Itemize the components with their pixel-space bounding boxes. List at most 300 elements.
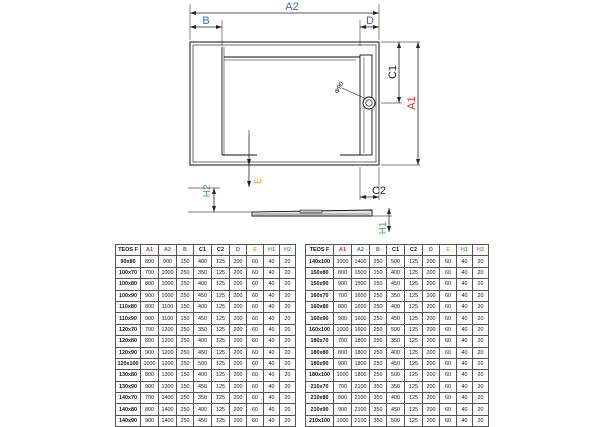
table-cell: 40	[264, 370, 280, 381]
table-cell: 350	[194, 267, 212, 278]
table-header-teos-f: TEOS F	[116, 245, 141, 256]
table-cell: 20	[280, 370, 296, 381]
table-row	[306, 290, 489, 301]
table-cell: 150	[177, 301, 194, 312]
table-cell: 60	[247, 393, 264, 404]
table-cell: 40	[264, 381, 280, 392]
table-cell: 125	[405, 370, 423, 381]
table-cell: 1600	[352, 301, 370, 312]
table-cell: 150	[177, 313, 194, 324]
table-cell: 450	[194, 347, 212, 358]
table-cell: 1400	[159, 404, 177, 415]
model-size-cell: 210x100	[306, 415, 334, 426]
table-cell: 500	[387, 324, 405, 335]
table-cell: 400	[387, 301, 405, 312]
table-cell: 40	[264, 267, 280, 278]
table-cell: 350	[387, 290, 405, 301]
table-cell: 1800	[352, 370, 370, 381]
table-cell: 125	[405, 290, 423, 301]
table-cell: 40	[264, 301, 280, 312]
table-cell: 60	[440, 279, 457, 290]
table-row	[116, 370, 296, 381]
table-cell: 60	[440, 301, 457, 312]
table-cell: 125	[212, 256, 230, 267]
table-cell: 1200	[159, 324, 177, 335]
table-cell: 900	[141, 313, 159, 324]
table-header-a1: A1	[141, 245, 159, 256]
table-cell: 125	[212, 358, 230, 369]
table-cell: 250	[177, 267, 194, 278]
table-cell: 250	[177, 404, 194, 415]
table-cell: 125	[212, 404, 230, 415]
table-cell: 350	[194, 393, 212, 404]
table-cell: 40	[264, 404, 280, 415]
table-cell: 20	[280, 381, 296, 392]
table-cell: 125	[212, 336, 230, 347]
table-cell: 450	[194, 415, 212, 426]
label-c1: C1	[387, 64, 399, 80]
table-cell: 200	[230, 279, 247, 290]
model-size-cell: 210x70	[306, 381, 334, 392]
table-cell: 900	[141, 290, 159, 301]
table-header-b: B	[370, 245, 387, 256]
table-cell: 800	[141, 256, 159, 267]
table-cell: 200	[423, 256, 440, 267]
table-cell: 1300	[159, 370, 177, 381]
table-cell: 200	[423, 415, 440, 426]
table-header-c2: C2	[405, 245, 423, 256]
table-cell: 250	[370, 313, 387, 324]
table-cell: 200	[230, 393, 247, 404]
table-cell: 200	[230, 301, 247, 312]
table-cell: 700	[141, 393, 159, 404]
table-cell: 800	[141, 301, 159, 312]
model-size-cell: 100x90	[116, 290, 141, 301]
table-body	[306, 256, 489, 427]
table-cell: 40	[457, 347, 473, 358]
table-row	[116, 301, 296, 312]
model-size-cell: 160x100	[306, 324, 334, 335]
table-cell: 40	[457, 415, 473, 426]
table-row	[306, 393, 489, 404]
table-row	[116, 404, 296, 415]
table-cell: 125	[405, 267, 423, 278]
label-e: E	[253, 177, 263, 185]
table-cell: 800	[334, 393, 352, 404]
table-cell: 20	[473, 393, 489, 404]
table-cell: 450	[194, 313, 212, 324]
table-header-a2: A2	[352, 245, 370, 256]
table-cell: 20	[473, 279, 489, 290]
model-size-cell: 130x80	[116, 370, 141, 381]
table-cell: 125	[212, 415, 230, 426]
table-cell: 40	[457, 404, 473, 415]
table-header-h2: H2	[473, 245, 489, 256]
model-size-cell: 160x80	[306, 301, 334, 312]
table-cell: 1000	[334, 415, 352, 426]
table-cell: 20	[280, 290, 296, 301]
table-cell: 1400	[159, 415, 177, 426]
label-d: D	[366, 15, 374, 27]
label-a1: A1	[406, 96, 418, 110]
table-cell: 200	[230, 290, 247, 301]
table-cell: 200	[423, 290, 440, 301]
table-row	[306, 301, 489, 312]
table-cell: 125	[405, 404, 423, 415]
table-cell: 1500	[352, 279, 370, 290]
table-cell: 40	[457, 290, 473, 301]
table-cell: 60	[440, 370, 457, 381]
table-cell: 125	[405, 313, 423, 324]
table-header-d: D	[230, 245, 247, 256]
table-cell: 200	[230, 415, 247, 426]
table-cell: 20	[473, 313, 489, 324]
table-body	[116, 256, 296, 427]
table-cell: 125	[212, 290, 230, 301]
table-cell: 40	[264, 324, 280, 335]
table-cell: 250	[370, 347, 387, 358]
table-header-teos-f: TEOS F	[306, 245, 334, 256]
table-cell: 1200	[159, 336, 177, 347]
table-row	[306, 324, 489, 335]
table-cell: 200	[423, 347, 440, 358]
table-cell: 20	[473, 381, 489, 392]
label-h1: H1	[378, 221, 389, 235]
table-cell: 500	[387, 370, 405, 381]
table-cell: 1600	[352, 290, 370, 301]
table-cell: 40	[457, 358, 473, 369]
table-cell: 40	[457, 370, 473, 381]
table-cell: 450	[387, 358, 405, 369]
table-cell: 40	[264, 279, 280, 290]
table-cell: 2100	[352, 415, 370, 426]
table-row	[306, 415, 489, 426]
table-cell: 60	[440, 324, 457, 335]
table-cell: 200	[423, 404, 440, 415]
table-cell: 125	[212, 279, 230, 290]
model-size-cell: 160x90	[306, 313, 334, 324]
table-cell: 250	[177, 393, 194, 404]
table-cell: 1400	[352, 256, 370, 267]
table-cell: 200	[423, 381, 440, 392]
table-cell: 700	[334, 336, 352, 347]
table-cell: 20	[473, 301, 489, 312]
table-cell: 200	[423, 336, 440, 347]
table-cell: 250	[177, 347, 194, 358]
table-cell: 250	[370, 336, 387, 347]
table-cell: 200	[423, 324, 440, 335]
table-row	[306, 267, 489, 278]
table-cell: 60	[440, 267, 457, 278]
table-cell: 20	[473, 267, 489, 278]
table-header-h1: H1	[457, 245, 473, 256]
table-cell: 60	[247, 279, 264, 290]
table-cell: 125	[405, 415, 423, 426]
table-row	[306, 381, 489, 392]
table-cell: 200	[230, 256, 247, 267]
table-header-e: E	[247, 245, 264, 256]
model-size-cell: 100x80	[116, 279, 141, 290]
model-size-cell: 120x70	[116, 324, 141, 335]
table-cell: 125	[212, 393, 230, 404]
table-cell: 900	[334, 279, 352, 290]
table-cell: 250	[370, 301, 387, 312]
table-row	[306, 256, 489, 267]
table-cell: 60	[247, 301, 264, 312]
table-cell: 200	[423, 370, 440, 381]
table-row	[306, 313, 489, 324]
table-cell: 400	[194, 336, 212, 347]
table-row	[306, 370, 489, 381]
table-cell: 500	[387, 256, 405, 267]
table-cell: 125	[405, 381, 423, 392]
model-size-cell: 130x90	[116, 381, 141, 392]
model-size-cell: 180x70	[306, 336, 334, 347]
tray-top-view	[190, 42, 379, 165]
table-cell: 20	[473, 358, 489, 369]
table-cell: 1500	[352, 267, 370, 278]
table-cell: 40	[457, 279, 473, 290]
table-row	[116, 336, 296, 347]
table-cell: 40	[264, 313, 280, 324]
table-header-row	[306, 245, 489, 256]
model-size-cell: 210x90	[306, 404, 334, 415]
table-row	[116, 267, 296, 278]
table-cell: 1000	[159, 267, 177, 278]
table-header-row	[116, 245, 296, 256]
table-cell: 450	[387, 404, 405, 415]
label-b: B	[202, 15, 210, 27]
table-cell: 40	[264, 415, 280, 426]
table-cell: 400	[194, 404, 212, 415]
table-cell: 150	[177, 370, 194, 381]
table-cell: 20	[473, 290, 489, 301]
table-cell: 60	[440, 290, 457, 301]
table-cell: 20	[473, 370, 489, 381]
table-cell: 60	[440, 381, 457, 392]
table-cell: 150	[370, 279, 387, 290]
table-cell: 20	[280, 358, 296, 369]
table-cell: 200	[230, 347, 247, 358]
table-cell: 1000	[141, 358, 159, 369]
model-size-cell: 180x90	[306, 358, 334, 369]
table-cell: 800	[141, 336, 159, 347]
table-cell: 200	[423, 301, 440, 312]
table-cell: 200	[230, 370, 247, 381]
table-cell: 20	[280, 324, 296, 335]
table-cell: 20	[280, 347, 296, 358]
table-cell: 60	[247, 267, 264, 278]
model-size-cell: 100x70	[116, 267, 141, 278]
table-cell: 125	[212, 313, 230, 324]
table-cell: 40	[457, 301, 473, 312]
table-cell: 250	[370, 256, 387, 267]
table-cell: 1400	[159, 393, 177, 404]
model-size-cell: 110x80	[116, 301, 141, 312]
table-cell: 60	[440, 393, 457, 404]
table-cell: 350	[370, 415, 387, 426]
table-cell: 250	[370, 358, 387, 369]
table-cell: 60	[247, 313, 264, 324]
model-size-cell: 120x100	[116, 358, 141, 369]
table-cell: 20	[473, 256, 489, 267]
table-cell: 1800	[352, 347, 370, 358]
table-cell: 125	[405, 324, 423, 335]
table-cell: 60	[247, 381, 264, 392]
model-size-cell: 140x70	[116, 393, 141, 404]
table-cell: 60	[247, 256, 264, 267]
table-cell: 200	[230, 324, 247, 335]
table-cell: 200	[423, 279, 440, 290]
table-cell: 60	[247, 358, 264, 369]
table-cell: 40	[264, 256, 280, 267]
table-cell: 125	[405, 256, 423, 267]
table-cell: 700	[141, 267, 159, 278]
table-row	[116, 279, 296, 290]
table-cell: 60	[440, 336, 457, 347]
table-cell: 125	[212, 267, 230, 278]
model-size-cell: 120x80	[116, 336, 141, 347]
table-row	[116, 381, 296, 392]
table-row	[306, 347, 489, 358]
table-cell: 250	[177, 336, 194, 347]
table-cell: 2100	[352, 381, 370, 392]
table-cell: 60	[440, 404, 457, 415]
table-cell: 400	[194, 301, 212, 312]
table-cell: 450	[387, 313, 405, 324]
table-cell: 400	[194, 256, 212, 267]
table-cell: 1800	[352, 336, 370, 347]
table-header-c2: C2	[212, 245, 230, 256]
table-cell: 200	[423, 313, 440, 324]
table-cell: 400	[387, 267, 405, 278]
table-cell: 40	[457, 381, 473, 392]
table-cell: 60	[247, 347, 264, 358]
table-cell: 150	[177, 256, 194, 267]
table-cell: 1200	[159, 358, 177, 369]
table-cell: 60	[247, 324, 264, 335]
model-size-cell: 210x80	[306, 393, 334, 404]
table-cell: 250	[177, 290, 194, 301]
table-cell: 60	[247, 370, 264, 381]
table-cell: 2100	[352, 404, 370, 415]
table-cell: 150	[177, 381, 194, 392]
table-cell: 40	[264, 290, 280, 301]
table-cell: 20	[280, 404, 296, 415]
table-cell: 125	[212, 381, 230, 392]
tray-side-profile	[252, 210, 372, 216]
table-cell: 400	[194, 279, 212, 290]
table-header-h1: H1	[264, 245, 280, 256]
table-row	[116, 313, 296, 324]
table-cell: 40	[264, 336, 280, 347]
table-cell: 125	[405, 301, 423, 312]
table-cell: 40	[457, 256, 473, 267]
model-size-cell: 140x90	[116, 415, 141, 426]
label-h2: H2	[202, 184, 213, 198]
table-cell: 700	[334, 381, 352, 392]
table-cell: 1100	[159, 301, 177, 312]
table-cell: 350	[387, 336, 405, 347]
table-header-b: B	[177, 245, 194, 256]
table-header-h2: H2	[280, 245, 296, 256]
arrowheads	[190, 11, 420, 235]
table-header-c1: C1	[194, 245, 212, 256]
table-cell: 900	[141, 415, 159, 426]
table-header-a2: A2	[159, 245, 177, 256]
table-cell: 60	[440, 415, 457, 426]
table-cell: 200	[423, 267, 440, 278]
label-c2: C2	[371, 185, 387, 197]
table-cell: 60	[440, 256, 457, 267]
table-cell: 60	[440, 347, 457, 358]
table-cell: 20	[280, 279, 296, 290]
table-cell: 20	[280, 415, 296, 426]
table-cell: 400	[387, 347, 405, 358]
model-size-cell: 150x90	[306, 279, 334, 290]
model-size-cell: 120x90	[116, 347, 141, 358]
table-cell: 20	[280, 393, 296, 404]
table-cell: 700	[141, 324, 159, 335]
table-cell: 200	[423, 358, 440, 369]
model-size-cell: 180x80	[306, 347, 334, 358]
table-cell: 125	[405, 279, 423, 290]
table-cell: 900	[141, 347, 159, 358]
table-cell: 40	[457, 267, 473, 278]
table-header-d: D	[423, 245, 440, 256]
table-row	[116, 290, 296, 301]
table-cell: 1300	[159, 381, 177, 392]
table-cell: 450	[194, 290, 212, 301]
table-row	[116, 358, 296, 369]
table-cell: 800	[141, 404, 159, 415]
model-size-cell: 90x80	[116, 256, 141, 267]
table-cell: 150	[370, 267, 387, 278]
table-row	[116, 347, 296, 358]
table-cell: 500	[194, 358, 212, 369]
table-row	[306, 404, 489, 415]
diameter-leader	[342, 88, 364, 98]
table-cell: 900	[334, 313, 352, 324]
table-cell: 20	[280, 256, 296, 267]
table-cell: 60	[247, 404, 264, 415]
table-cell: 1000	[159, 279, 177, 290]
table-cell: 60	[247, 290, 264, 301]
table-header-c1: C1	[387, 245, 405, 256]
table-cell: 1800	[352, 358, 370, 369]
table-cell: 20	[473, 415, 489, 426]
table-cell: 20	[280, 301, 296, 312]
table-cell: 450	[387, 279, 405, 290]
model-size-cell: 180x100	[306, 370, 334, 381]
table-cell: 450	[194, 381, 212, 392]
table-cell: 700	[334, 290, 352, 301]
table-cell: 40	[457, 393, 473, 404]
table-cell: 40	[264, 347, 280, 358]
table-cell: 20	[473, 324, 489, 335]
label-diameter: Φ90	[333, 80, 346, 95]
table-cell: 125	[212, 301, 230, 312]
table-cell: 800	[334, 347, 352, 358]
table-cell: 800	[334, 267, 352, 278]
table-cell: 200	[230, 313, 247, 324]
table-cell: 1600	[352, 324, 370, 335]
table-row	[116, 324, 296, 335]
table-cell: 350	[370, 393, 387, 404]
table-cell: 250	[370, 370, 387, 381]
model-size-cell: 160x70	[306, 290, 334, 301]
table-cell: 500	[387, 415, 405, 426]
